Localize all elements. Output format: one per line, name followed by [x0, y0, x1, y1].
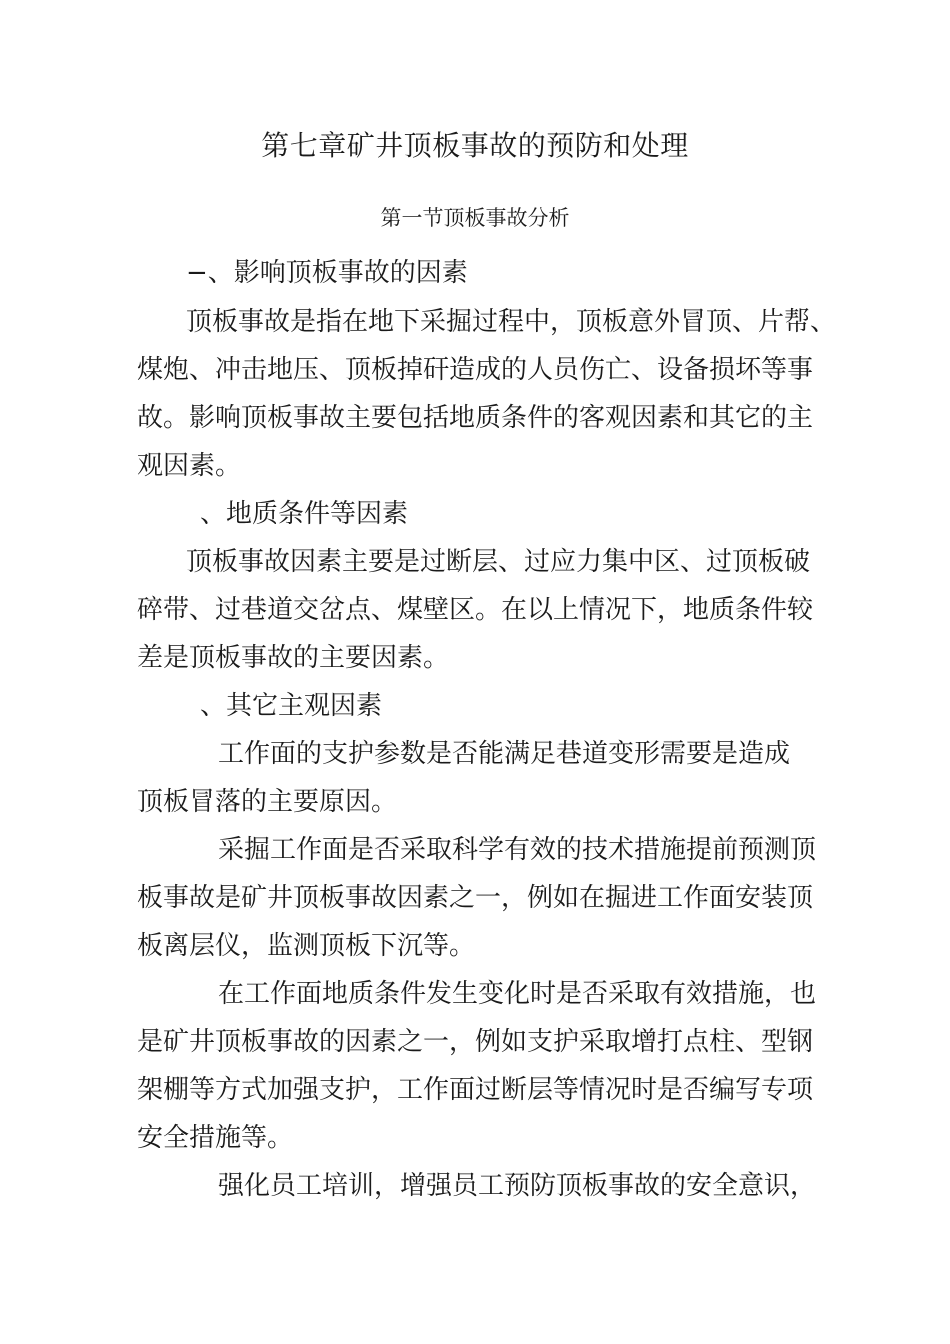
paragraph-line: 是矿井顶板事故的因素之一，例如支护采取增打点柱、型钢 [137, 1027, 814, 1057]
paragraph-line: 强化员工培训，增强员工预防顶板事故的安全意识， [218, 1171, 817, 1201]
paragraph-line: 故。影响顶板事故主要包括地质条件的客观因素和其它的主 [137, 403, 814, 433]
paragraph-line: 差是顶板事故的主要因素。 [137, 643, 450, 673]
paragraph-line: 煤炮、冲击地压、顶板掉矸造成的人员伤亡、设备损坏等事 [137, 355, 814, 385]
paragraph-line: 碎带、过巷道交岔点、煤壁区。在以上情况下，地质条件较 [137, 595, 814, 625]
paragraph-line: 板事故是矿井顶板事故因素之一，例如在掘进工作面安装顶 [137, 883, 814, 913]
paragraph-line: 观因素。 [137, 451, 242, 481]
paragraph-line: 顶板冒落的主要原因。 [137, 787, 398, 817]
section-title: 第一节顶板事故分析 [380, 206, 570, 230]
paragraph-line: 采掘工作面是否采取科学有效的技术措施提前预测顶 [218, 835, 817, 865]
paragraph-line: 安全措施等。 [137, 1123, 294, 1153]
paragraph-line: 顶板事故因素主要是过断层、过应力集中区、过顶板破 [186, 547, 811, 577]
paragraph-line: 顶板事故是指在地下采掘过程中，顶板意外冒顶、片帮、 [186, 307, 837, 337]
subheading-geology: 、地质条件等因素 [200, 499, 409, 529]
heading-influencing-factors: −、影响顶板事故的因素 [186, 258, 468, 288]
subheading-subjective: 、其它主观因素 [200, 691, 383, 721]
chapter-title: 第七章矿井顶板事故的预防和处理 [261, 129, 689, 162]
paragraph-line: 工作面的支护参数是否能满足巷道变形需要是造成 [218, 739, 791, 769]
paragraph-line: 在工作面地质条件发生变化时是否采取有效措施，也 [218, 979, 817, 1009]
paragraph-line: 架棚等方式加强支护，工作面过断层等情况时是否编写专项 [137, 1075, 814, 1105]
paragraph-line: 板离层仪，监测顶板下沉等。 [137, 931, 476, 961]
